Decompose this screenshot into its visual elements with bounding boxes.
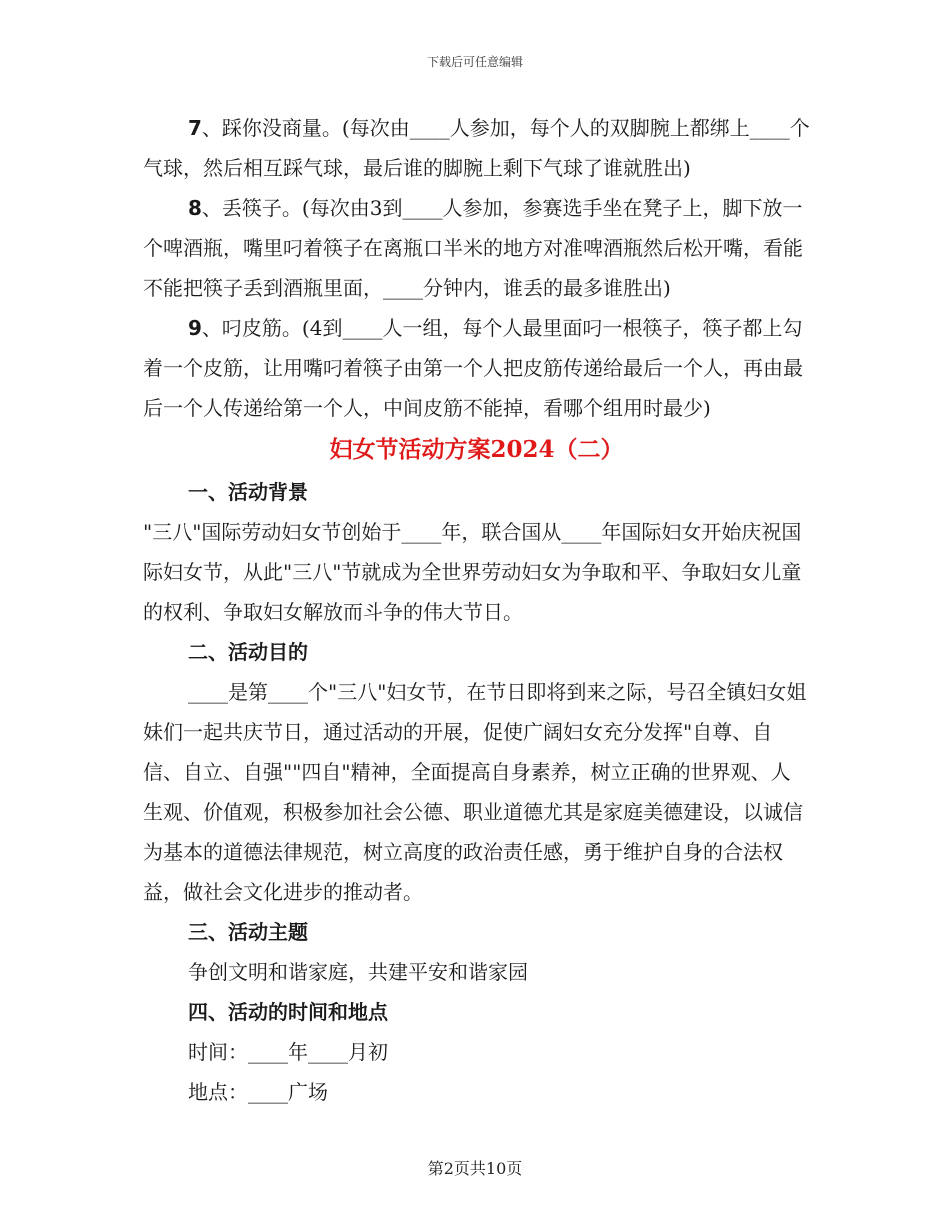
page-footer: 第2页共10页	[427, 1159, 523, 1178]
list-item	[143, 308, 810, 428]
location-line: 地点：____广场	[188, 1080, 328, 1104]
item-number: 8	[188, 196, 202, 220]
list-item	[143, 188, 810, 308]
section-heading: 三、活动主题	[188, 920, 308, 944]
list-item	[143, 108, 810, 188]
section-heading: 二、活动目的	[188, 640, 308, 664]
item-number: 7	[188, 116, 202, 140]
time-line: 时间：____年____月初	[188, 1040, 388, 1064]
section-title: 妇女节活动方案2024（二）	[329, 436, 624, 463]
section-paragraph: 争创文明和谐家庭，共建平安和谐家园	[188, 960, 528, 984]
document-body	[143, 108, 810, 1112]
section-heading: 一、活动背景	[188, 480, 308, 504]
item-text: 、踩你没商量。(每次由____人参加，每个人的双脚腕上都绑上____个气球，然后相互踩气球，最后谁的脚腕上剩下气球了谁就胜出)	[143, 116, 810, 180]
item-number: 9	[188, 316, 202, 340]
item-text: 、叼皮筋。(4到____人一组，每个人最里面叼一根筷子，筷子都上勾着一个皮筋，让用嘴叼着筷子由第一个人把皮筋传递给最后一个人，再由最后一个人传递给第一个人，中间皮筋不能掉，看哪个组用时最少)	[143, 316, 803, 420]
page-header: 下载后可任意编辑	[426, 55, 523, 69]
item-text: 、丢筷子。(每次由3到____人参加，参赛选手坐在凳子上，脚下放一个啤酒瓶，嘴里叼着筷子在离瓶口半米的地方对准啤酒瓶然后松开嘴，看能不能把筷子丢到酒瓶里面，____分钟内，谁丢的最多谁胜出)	[143, 196, 803, 300]
section-paragraph: "三八"国际劳动妇女节创始于____年，联合国从____年国际妇女开始庆祝国际妇女节，从此"三八"节就成为全世界劳动妇女为争取和平、争取妇女儿童的权利、争取妇女解放而斗争的伟大节日。	[143, 520, 802, 624]
section-paragraph: ____是第____个"三八"妇女节，在节日即将到来之际，号召全镇妇女姐妹们一起共庆节日，通过活动的开展，促使广阔妇女充分发挥"自尊、自信、自立、自强""四自"精神，全面提高自身素养，树立正确的世界观、人生观、价值观，积极参加社会公德、职业道德尤其是家庭美德建设，以诚信为基本的道德法律规范，树立高度的政治责任感，勇于维护自身的合法权益，做社会文化进步的推动者。	[143, 680, 807, 904]
section-heading: 四、活动的时间和地点	[188, 1000, 388, 1024]
